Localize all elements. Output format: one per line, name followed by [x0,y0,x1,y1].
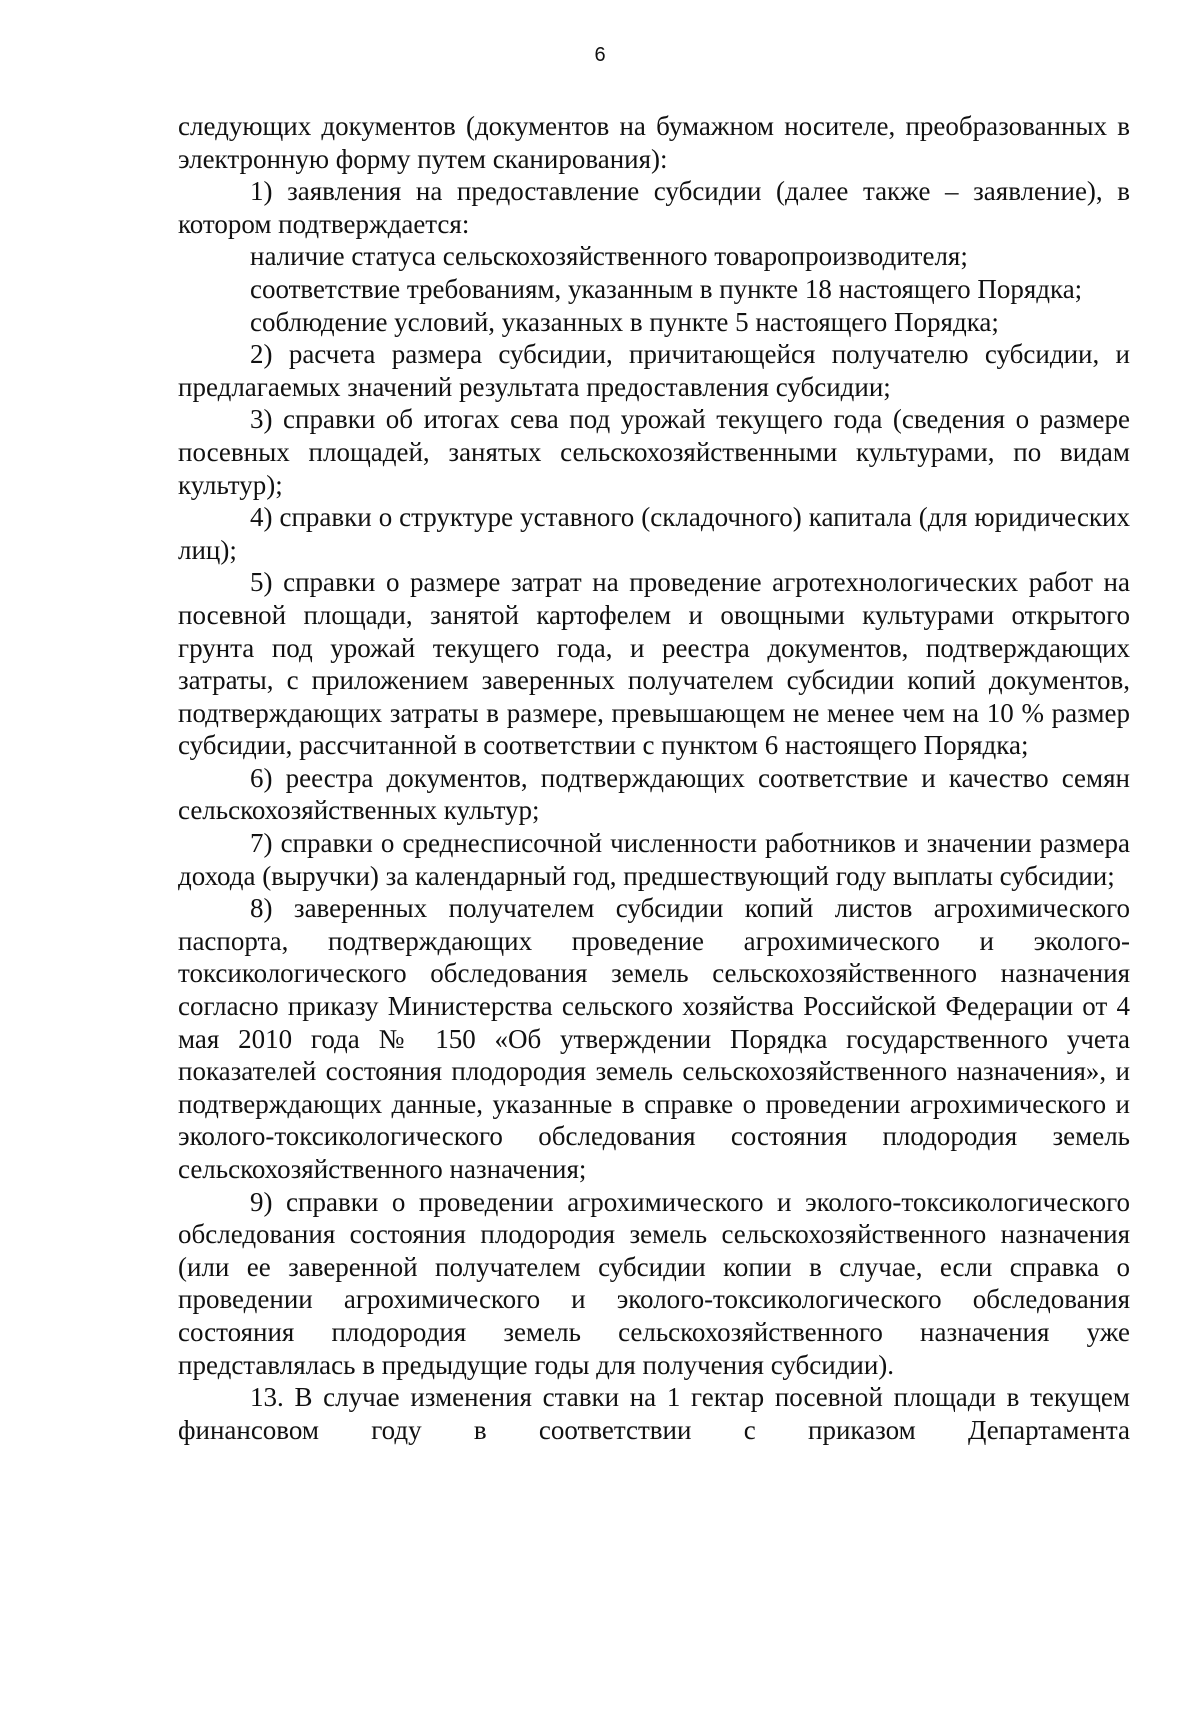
page-number: 6 [594,44,606,66]
paragraph-item-2: 2) расчета размера субсидии, причитающейся получателю субсидии, и предлагаемых значений результата предоставления субсидии; [178,339,1130,402]
paragraph-subitem-requirements: соответствие требованиям, указанным в пункте 18 настоящего Порядка; [250,273,1083,304]
paragraph-item-7: 7) справки о среднесписочной численности работников и значении размера дохода (выручки) за календарный год, предшествующий году выплаты субсидии; [178,828,1130,891]
paragraph-item-4: 4) справки о структуре уставного (складочного) капитала (для юридических лиц); [178,502,1130,565]
paragraph-item-8: 8) заверенных получателем субсидии копий листов агрохимического паспорта, подтверждающих проведение агрохимического и эколого-токсикологического обследования земель сельскохозяйственного назначения согласно приказу Министерства сельского хозяйства Российской Федерации от 4 мая 2010 года № 150 «Об утверждении Порядка государственного учета показателей состояния плодородия земель сельскохозяйственного назначения», и подтверждающих данные, указанные в справке о проведении агрохимического и эколого-токсикологического обследования состояния плодородия земель сельскохозяйственного назначения; [178,893,1130,1184]
paragraph-continuation: следующих документов (документов на бумажном носителе, преобразованных в электронную форму путем сканирования): [178,111,1130,174]
paragraph-item-5: 5) справки о размере затрат на проведение агротехнологических работ на посевной площади, занятой картофелем и овощными культурами открытого грунта под урожай текущего года, и реестра документов, подтверждающих затраты, с приложением заверенных получателем субсидии копий документов, подтверждающих затраты в размере, превышающем не менее чем на 10 % размер субсидии, рассчитанной в соответствии с пунктом 6 настоящего Порядка; [178,567,1130,761]
paragraph-item-9: 9) справки о проведении агрохимического и эколого-токсикологического обследования состояния плодородия земель сельскохозяйственного назначения (или ее заверенной получателем субсидии копии в случае, если справка о проведении агрохимического и эколого-токсикологического обследования состояния плодородия земель сельскохозяйственного назначения уже представлялась в предыдущие годы для получения субсидии). [178,1186,1130,1380]
paragraph-section-13: 13. В случае изменения ставки на 1 гектар посевной площади в текущем финансовом году в соответствии с приказом Департамента [178,1382,1130,1445]
paragraph-item-1: 1) заявления на предоставление субсидии (далее также – заявление), в котором подтверждается: [178,176,1130,239]
paragraph-item-6: 6) реестра документов, подтверждающих соответствие и качество семян сельскохозяйственных культур; [178,762,1130,826]
document-body [178,110,1130,1446]
paragraph-subitem-conditions: соблюдение условий, указанных в пункте 5 настоящего Порядка; [250,306,999,337]
paragraph-subitem-status: наличие статуса сельскохозяйственного товаропроизводителя; [250,241,968,272]
paragraph-item-3: 3) справки об итогах сева под урожай текущего года (сведения о размере посевных площадей, занятых сельскохозяйственными культурами, по видам культур); [178,404,1130,500]
